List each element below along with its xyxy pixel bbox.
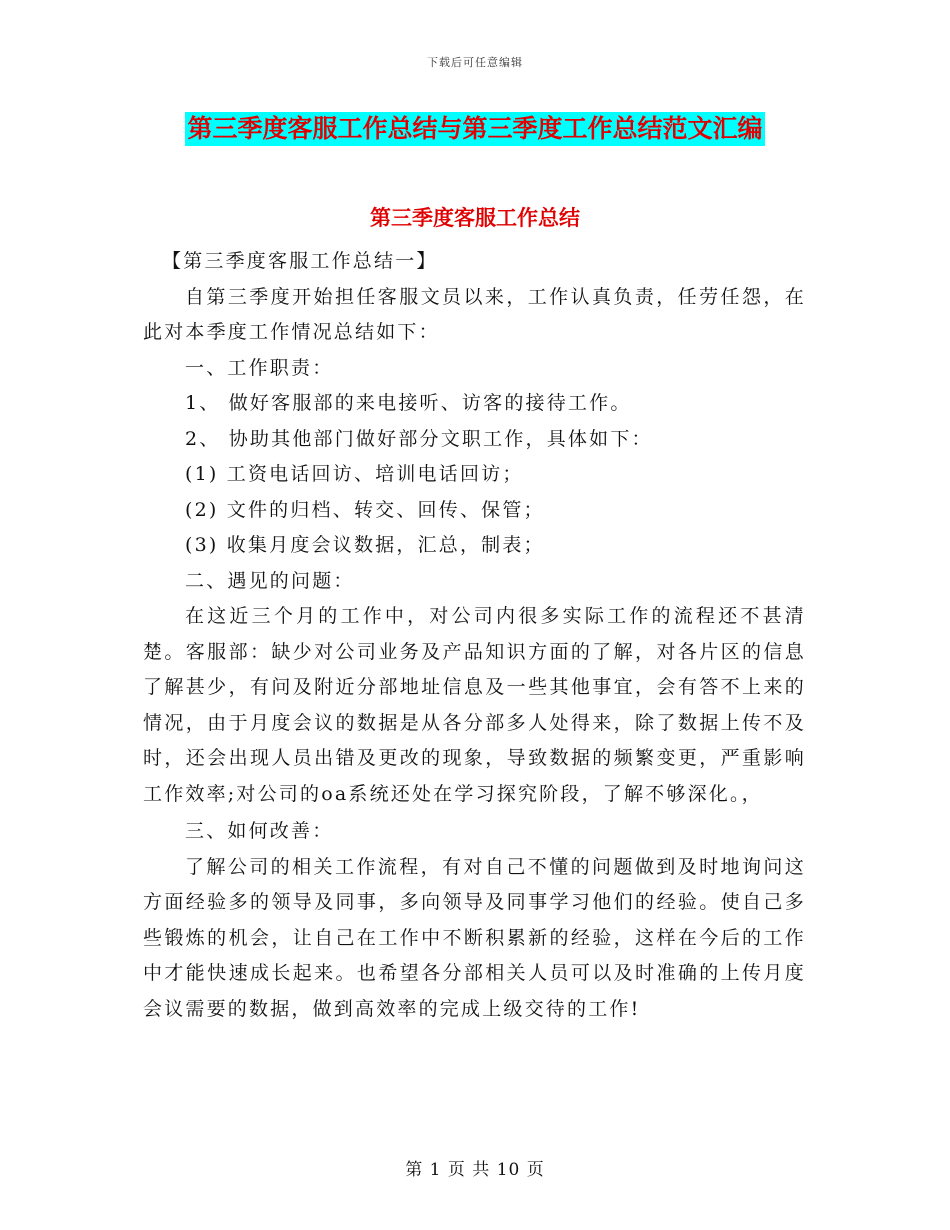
paragraph-subitem-3: (3) 收集月度会议数据，汇总，制表； [185,534,545,556]
header-note: 下载后可任意编辑 [427,56,523,69]
sub-title: 第三季度客服工作总结 [370,206,580,230]
paragraph-section-label: 【第三季度客服工作总结一】 [162,250,438,272]
page-footer: 第 1 页 共 10 页 [405,1160,545,1180]
paragraph-heading-problems: 二、遇见的问题： [185,569,355,592]
main-title-container [0,112,950,146]
paragraph-heading-improve: 三、如何改善： [185,820,334,842]
paragraph-intro: 自第三季度开始担任客服文员以来，工作认真负责，任劳任怨，在此对本季度工作情况总结如下： [143,285,806,343]
document-body [143,244,806,1027]
paragraph-heading-duties: 一、工作职责： [185,356,334,379]
paragraph-subitem-2: (2) 文件的归档、转交、回传、保管； [185,498,545,521]
paragraph-subitem-1: (1) 工资电话回访、培训电话回访； [185,463,524,485]
paragraph-improve: 了解公司的相关工作流程，有对自己不懂的问题做到及时地询问这方面经验多的领导及同事，多向领导及同事学习他们的经验。使自己多些锻炼的机会，让自己在工作中不断积累新的经验，这样在今后的工作中才能快速成长起来。也希望各分部相关人员可以及时准确的上传月度会议需要的数据，做到高效率的完成上级交待的工作! [143,855,806,1020]
paragraph-problems: 在这近三个月的工作中，对公司内很多实际工作的流程还不甚清楚。客服部：缺少对公司业务及产品知识方面的了解，对各片区的信息了解甚少，有问及附近分部地址信息及一些其他事宜，会有答不上来的情况，由于月度会议的数据是从各分部多人处得来，除了数据上传不及时，还会出现人员出错及更改的现象，导致数据的频繁变更，严重影响工作效率;对公司的oa系统还处在学习探究阶段，了解不够深化。， [143,605,806,805]
paragraph-duty-2: 2、 协助其他部门做好部分文职工作，具体如下： [185,427,653,450]
main-title: 第三季度客服工作总结与第三季度工作总结范文汇编 [185,112,764,146]
paragraph-duty-1: 1、 做好客服部的来电接听、访客的接待工作。 [185,392,632,414]
